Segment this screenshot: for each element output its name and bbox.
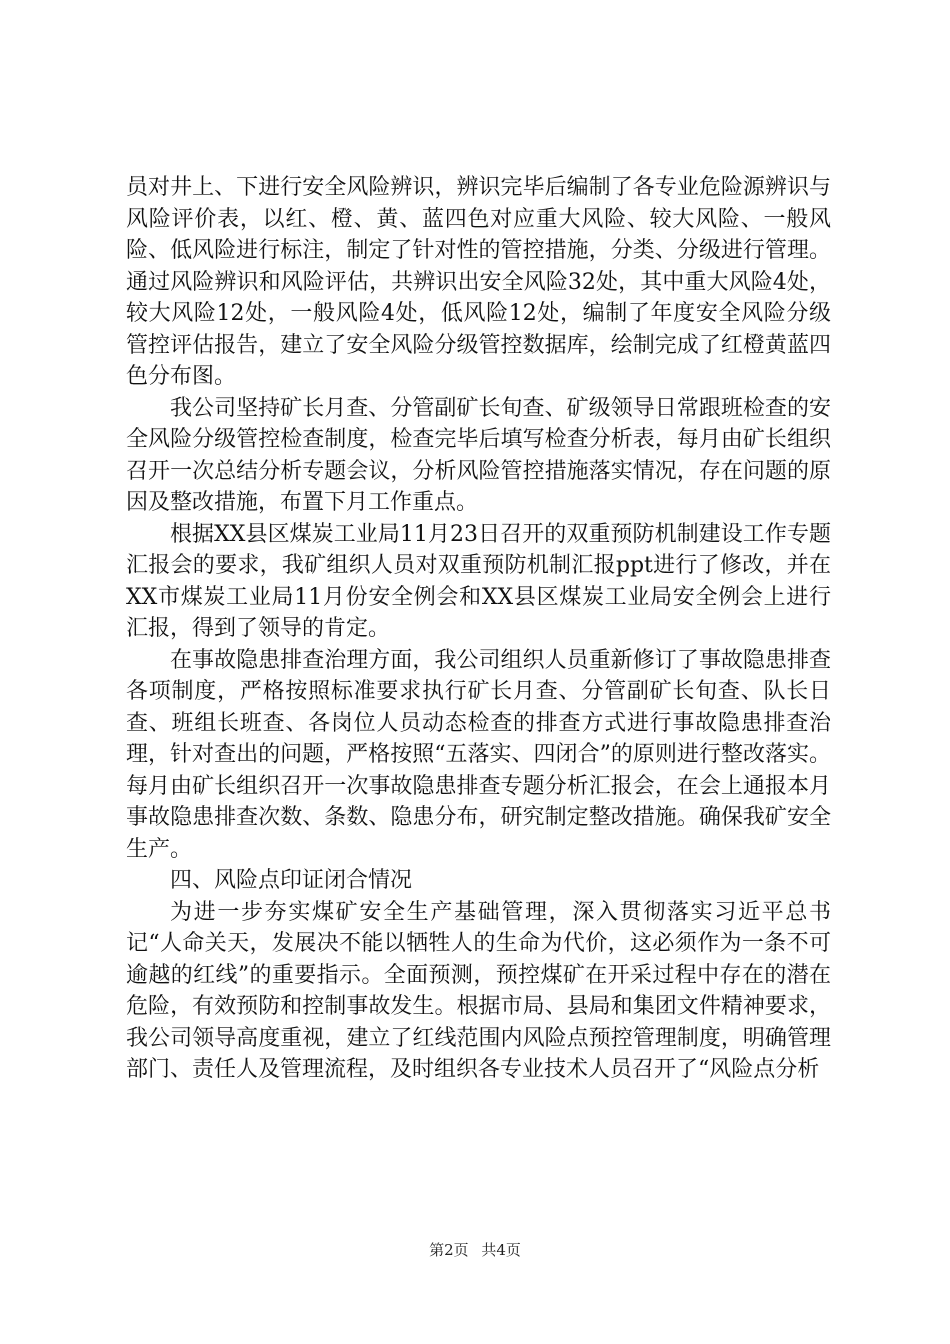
- paragraph-hazard-investigation: 在事故隐患排查治理方面，我公司组织人员重新修订了事故隐患排查各项制度，严格按照标准要求执行矿长月查、分管副矿长旬查、队长日查、班组长班查、各岗位人员动态检查的排查方式进行事故隐患排查治理，针对查出的问题，严格按照“五落实、四闭合”的原则进行整改落实。每月由矿长组织召开一次事故隐患排查专题分析汇报会，在会上通报本月事故隐患排查次数、条数、隐患分布，研究制定整改措施。确保我矿安全生产。: [126, 647, 831, 862]
- document-body: [126, 172, 831, 1086]
- section-heading-risk-point-closure: 四、风险点印证闭合情况: [170, 868, 413, 893]
- page-number: 第2页: [429, 1241, 469, 1259]
- paragraph-risk-identification: 员对井上、下进行安全风险辨识，辨识完毕后编制了各专业危险源辨识与风险评价表，以红、橙、黄、蓝四色对应重大风险、较大风险、一般风险、低风险进行标注，制定了针对性的管控措施，分类、分级进行管理。通过风险辨识和风险评估，共辨识出安全风险32处，其中重大风险4处，较大风险12处，一般风险4处，低风险12处，编制了年度安全风险分级管控评估报告，建立了安全风险分级管控数据库，绘制完成了红橙黄蓝四色分布图。: [126, 175, 831, 389]
- page-footer: [0, 1240, 950, 1260]
- paragraph-risk-point-control: 为进一步夯实煤矿安全生产基础管理，深入贯彻落实习近平总书记“人命关天，发展决不能以牺牲人的生命为代价，这必须作为一条不可逾越的红线”的重要指示。全面预测，预控煤矿在开采过程中存在的潜在危险，有效预防和控制事故发生。根据市局、县局和集团文件精神要求，我公司领导高度重视，建立了红线范围内风险点预控管理制度，明确管理部门、责任人及管理流程，及时组织各专业技术人员召开了“风险点分析: [126, 899, 831, 1082]
- paragraph-inspection-system: 我公司坚持矿长月查、分管副矿长旬查、矿级领导日常跟班检查的安全风险分级管控检查制度，检查完毕后填写检查分析表，每月由矿长组织召开一次总结分析专题会议，分析风险管控措施落实情况，存在问题的原因及整改措施，布置下月工作重点。: [126, 395, 831, 515]
- page-total: 共4页: [481, 1241, 521, 1259]
- paragraph-report-meeting: 根据XX县区煤炭工业局11月23日召开的双重预防机制建设工作专题汇报会的要求，我矿组织人员对双重预防机制汇报ppt进行了修改，并在XX市煤炭工业局11月份安全例会和XX县区煤炭工业局安全例会上进行汇报，得到了领导的肯定。: [126, 521, 831, 641]
